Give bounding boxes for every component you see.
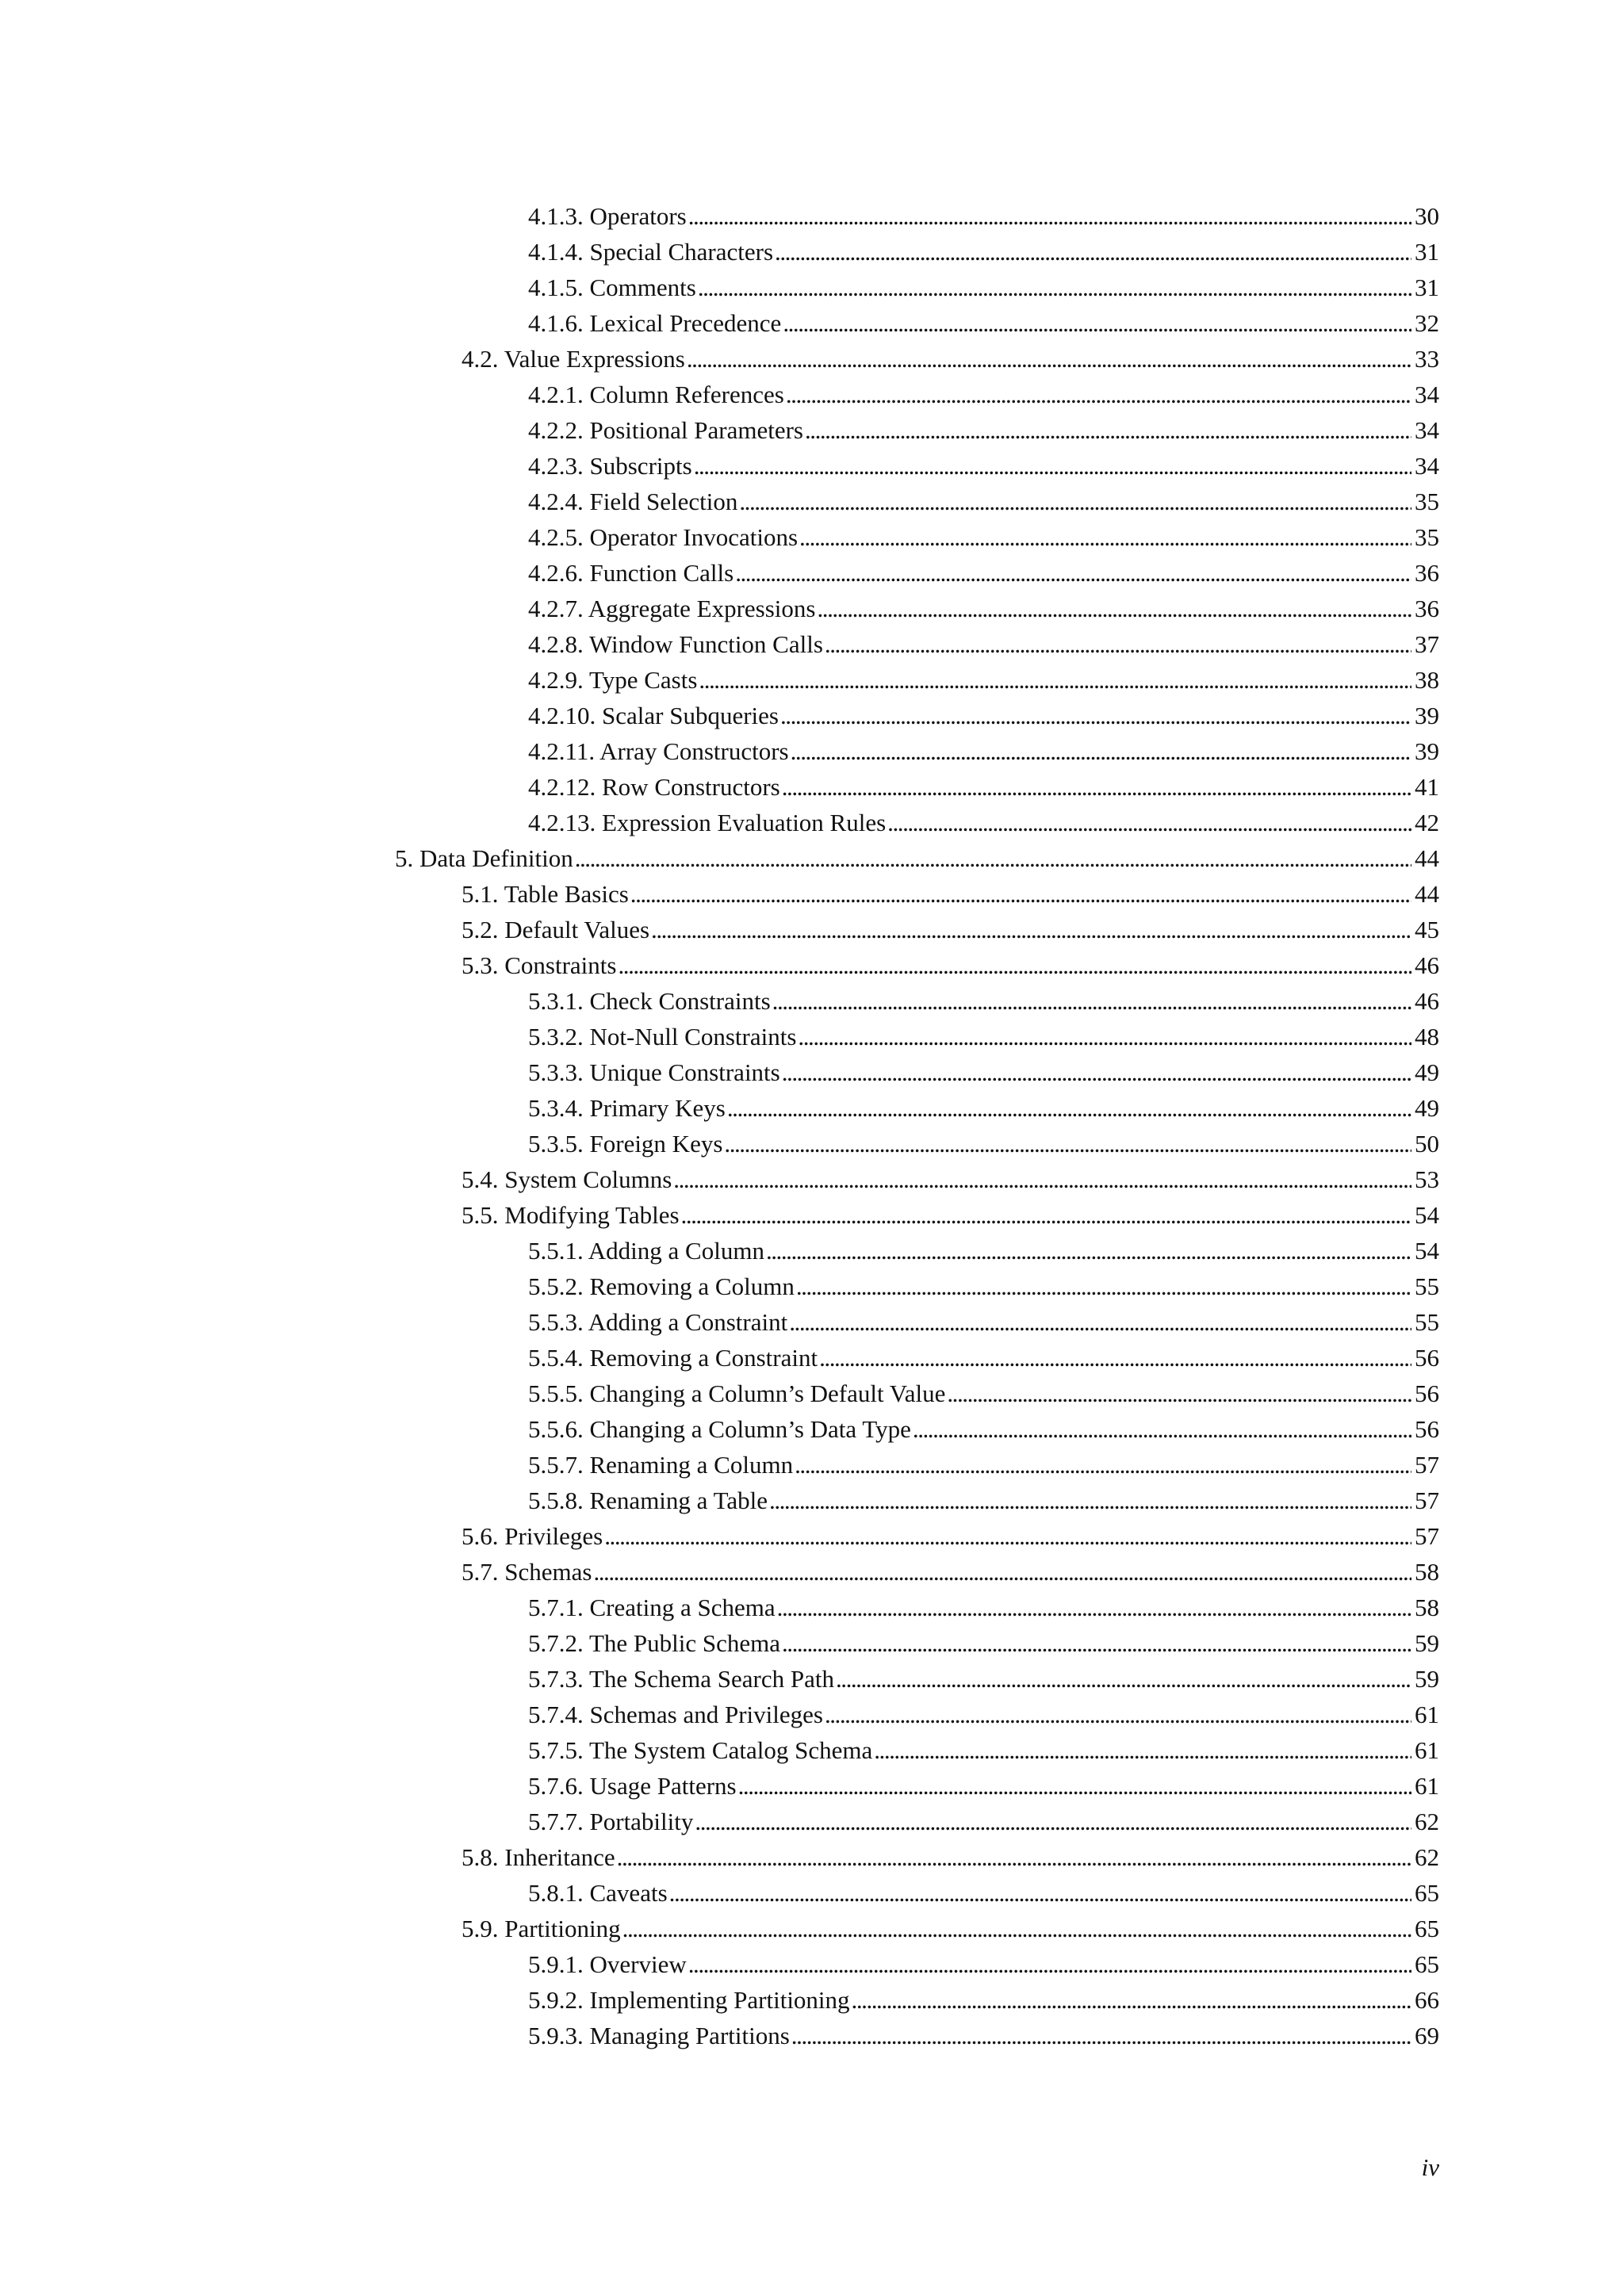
toc-entry-title[interactable]: 4.2.11. Array Constructors xyxy=(528,737,789,765)
toc-entry[interactable] xyxy=(0,195,1624,231)
toc-entry[interactable] xyxy=(0,1265,1624,1301)
toc-entry-title[interactable]: 5.3.2. Not-Null Constraints xyxy=(528,1023,797,1050)
toc-entry-title[interactable]: 4.2. Value Expressions xyxy=(462,345,685,373)
toc-entry-title[interactable]: 5.5.4. Removing a Constraint xyxy=(528,1344,818,1372)
toc-entry-title[interactable]: 5.1. Table Basics xyxy=(462,880,629,908)
toc-dot-leader xyxy=(618,951,1411,980)
toc-dot-leader xyxy=(681,1201,1411,1230)
toc-entry-title[interactable]: 5.7.2. The Public Schema xyxy=(528,1629,780,1657)
toc-entry[interactable] xyxy=(0,1908,1624,1943)
toc-entry[interactable] xyxy=(0,1408,1624,1444)
toc-entry[interactable] xyxy=(0,2015,1624,2050)
toc-entry-page[interactable]: 34 xyxy=(1411,416,1439,445)
toc-dot-leader xyxy=(738,1772,1411,1800)
toc-entry[interactable] xyxy=(0,837,1624,873)
toc-entry[interactable] xyxy=(0,1123,1624,1158)
toc-entry[interactable] xyxy=(0,1051,1624,1087)
toc-entry-title[interactable]: 5.9.2. Implementing Partitioning xyxy=(528,1986,850,2014)
toc-dot-leader xyxy=(852,1986,1411,2015)
toc-entry[interactable] xyxy=(0,1943,1624,1979)
toc-entry[interactable] xyxy=(0,1872,1624,1908)
toc-entry[interactable] xyxy=(0,766,1624,802)
toc-entry-title[interactable]: 4.2.7. Aggregate Expressions xyxy=(528,595,816,622)
toc-entry-page[interactable]: 55 xyxy=(1411,1308,1439,1337)
toc-dot-leader xyxy=(947,1380,1411,1408)
toc-dot-leader xyxy=(782,1629,1411,1658)
toc-dot-leader xyxy=(735,559,1411,587)
toc-entry-page[interactable]: 35 xyxy=(1411,523,1439,552)
toc-entry-page[interactable]: 45 xyxy=(1411,916,1439,944)
toc-entry-page[interactable]: 30 xyxy=(1411,202,1439,231)
toc-dot-leader xyxy=(687,345,1411,373)
toc-entry[interactable] xyxy=(0,944,1624,980)
table-of-contents xyxy=(0,195,1624,2050)
toc-entry-title[interactable]: 5.7.4. Schemas and Privileges xyxy=(528,1701,823,1728)
toc-dot-leader xyxy=(777,1594,1411,1622)
toc-entry-page[interactable]: 36 xyxy=(1411,559,1439,587)
toc-entry-page[interactable]: 49 xyxy=(1411,1094,1439,1123)
toc-entry[interactable] xyxy=(0,1194,1624,1230)
toc-entry-title[interactable]: 5.5.6. Changing a Column’s Data Type xyxy=(528,1415,911,1443)
toc-entry-title[interactable]: 4.2.3. Subscripts xyxy=(528,452,692,480)
toc-dot-leader xyxy=(795,1451,1411,1479)
toc-entry[interactable] xyxy=(0,1479,1624,1515)
toc-dot-leader xyxy=(651,916,1411,944)
toc-entry[interactable] xyxy=(0,1586,1624,1622)
toc-entry-page[interactable]: 57 xyxy=(1411,1451,1439,1479)
toc-dot-leader xyxy=(780,702,1411,730)
toc-entry-page[interactable]: 49 xyxy=(1411,1058,1439,1087)
toc-entry-page[interactable]: 44 xyxy=(1411,880,1439,909)
toc-entry-page[interactable]: 55 xyxy=(1411,1272,1439,1301)
toc-entry-title[interactable]: 5.3.1. Check Constraints xyxy=(528,987,771,1015)
toc-dot-leader xyxy=(622,1915,1411,1943)
toc-entry[interactable] xyxy=(0,1230,1624,1265)
toc-entry-title[interactable]: 5.3.4. Primary Keys xyxy=(528,1094,726,1122)
toc-entry-page[interactable]: 56 xyxy=(1411,1415,1439,1444)
toc-entry-title[interactable]: 5.5.3. Adding a Constraint xyxy=(528,1308,788,1336)
toc-entry-page[interactable]: 59 xyxy=(1411,1665,1439,1693)
toc-entry-title[interactable]: 4.1.6. Lexical Precedence xyxy=(528,309,782,337)
toc-entry[interactable] xyxy=(0,873,1624,909)
toc-entry[interactable] xyxy=(0,516,1624,552)
toc-entry-title[interactable]: 4.1.5. Comments xyxy=(528,274,696,301)
toc-entry-title[interactable]: 5.3.5. Foreign Keys xyxy=(528,1130,723,1158)
toc-entry-title[interactable]: 5. Data Definition xyxy=(395,844,573,872)
toc-entry-page[interactable]: 34 xyxy=(1411,381,1439,409)
toc-dot-leader xyxy=(817,595,1411,623)
toc-entry[interactable] xyxy=(0,1765,1624,1800)
toc-entry-page[interactable]: 61 xyxy=(1411,1701,1439,1729)
toc-entry-page[interactable]: 61 xyxy=(1411,1736,1439,1765)
toc-dot-leader xyxy=(789,1308,1411,1337)
toc-entry-title[interactable]: 5.4. System Columns xyxy=(462,1165,672,1193)
toc-entry[interactable] xyxy=(0,1658,1624,1693)
toc-entry-title[interactable]: 5.2. Default Values xyxy=(462,916,650,943)
toc-entry-title[interactable]: 5.7.5. The System Catalog Schema xyxy=(528,1736,873,1764)
toc-entry-page[interactable]: 54 xyxy=(1411,1237,1439,1265)
toc-entry[interactable] xyxy=(0,1372,1624,1408)
toc-dot-leader xyxy=(575,844,1411,873)
toc-entry-page[interactable]: 36 xyxy=(1411,595,1439,623)
toc-entry[interactable] xyxy=(0,266,1624,302)
toc-entry-title[interactable]: 4.2.12. Row Constructors xyxy=(528,773,780,801)
toc-entry-page[interactable]: 35 xyxy=(1411,488,1439,516)
toc-entry[interactable] xyxy=(0,802,1624,837)
toc-dot-leader xyxy=(836,1665,1411,1693)
toc-entry-title[interactable]: 5.5.5. Changing a Column’s Default Value xyxy=(528,1380,946,1407)
toc-entry-title[interactable]: 5.8.1. Caveats xyxy=(528,1879,668,1907)
toc-entry-page[interactable]: 53 xyxy=(1411,1165,1439,1194)
toc-entry[interactable] xyxy=(0,1836,1624,1872)
toc-entry[interactable] xyxy=(0,1622,1624,1658)
toc-entry-page[interactable]: 59 xyxy=(1411,1629,1439,1658)
toc-entry[interactable] xyxy=(0,909,1624,944)
toc-entry-page[interactable]: 56 xyxy=(1411,1344,1439,1372)
toc-entry-title[interactable]: 4.2.1. Column References xyxy=(528,381,784,408)
toc-dot-leader xyxy=(698,274,1411,302)
toc-entry-title[interactable]: 4.2.6. Function Calls xyxy=(528,559,734,587)
toc-dot-leader xyxy=(874,1736,1411,1765)
toc-dot-leader xyxy=(786,381,1411,409)
toc-dot-leader xyxy=(798,1023,1411,1051)
toc-entry-title[interactable]: 4.1.4. Special Characters xyxy=(528,238,774,266)
toc-dot-leader xyxy=(825,1701,1411,1729)
toc-entry-page[interactable]: 32 xyxy=(1411,309,1439,338)
toc-entry[interactable] xyxy=(0,338,1624,373)
toc-entry-title[interactable]: 5.7.3. The Schema Search Path xyxy=(528,1665,834,1693)
toc-entry-page[interactable]: 39 xyxy=(1411,737,1439,766)
toc-entry-page[interactable]: 31 xyxy=(1411,274,1439,302)
toc-dot-leader xyxy=(688,1950,1411,1979)
toc-entry[interactable] xyxy=(0,1158,1624,1194)
toc-dot-leader xyxy=(688,202,1411,231)
toc-dot-leader xyxy=(694,452,1411,480)
toc-entry-title[interactable]: 4.2.2. Positional Parameters xyxy=(528,416,803,444)
toc-entry[interactable] xyxy=(0,587,1624,623)
toc-entry[interactable] xyxy=(0,1301,1624,1337)
toc-dot-leader xyxy=(791,2022,1411,2050)
toc-dot-leader xyxy=(724,1130,1411,1158)
toc-entry-title[interactable]: 5.8. Inheritance xyxy=(462,1843,615,1871)
toc-entry-title[interactable]: 4.2.13. Expression Evaluation Rules xyxy=(528,809,887,836)
toc-dot-leader xyxy=(766,1237,1411,1265)
toc-entry[interactable] xyxy=(0,730,1624,766)
toc-entry-title[interactable]: 5.5. Modifying Tables xyxy=(462,1201,680,1229)
page-number: iv xyxy=(1421,2153,1439,2181)
toc-dot-leader xyxy=(772,987,1411,1016)
toc-dot-leader xyxy=(727,1094,1411,1123)
toc-dot-leader xyxy=(887,809,1411,837)
toc-entry-page[interactable]: 58 xyxy=(1411,1594,1439,1622)
toc-entry-page[interactable]: 46 xyxy=(1411,987,1439,1016)
toc-dot-leader xyxy=(913,1415,1411,1444)
toc-entry-page[interactable]: 41 xyxy=(1411,773,1439,802)
toc-dot-leader xyxy=(630,880,1411,909)
toc-entry[interactable] xyxy=(0,1337,1624,1372)
toc-dot-leader xyxy=(825,630,1411,659)
toc-entry-title[interactable]: 4.2.5. Operator Invocations xyxy=(528,523,799,551)
toc-dot-leader xyxy=(805,416,1411,445)
toc-entry-title[interactable]: 5.6. Privileges xyxy=(462,1522,603,1550)
toc-dot-leader xyxy=(669,1879,1411,1908)
toc-entry-page[interactable]: 39 xyxy=(1411,702,1439,730)
toc-dot-leader xyxy=(604,1522,1411,1551)
toc-entry-title[interactable]: 5.5.1. Adding a Column xyxy=(528,1237,764,1265)
toc-entry[interactable] xyxy=(0,373,1624,409)
toc-entry-title[interactable]: 5.7.7. Portability xyxy=(528,1808,694,1835)
toc-entry[interactable] xyxy=(0,231,1624,266)
toc-entry-title[interactable]: 5.5.8. Renaming a Table xyxy=(528,1487,768,1514)
toc-entry-title[interactable]: 4.2.9. Type Casts xyxy=(528,666,698,694)
toc-entry-page[interactable]: 56 xyxy=(1411,1380,1439,1408)
toc-entry-title[interactable]: 5.9. Partitioning xyxy=(462,1915,621,1942)
toc-dot-leader xyxy=(695,1808,1411,1836)
toc-entry[interactable] xyxy=(0,480,1624,516)
toc-entry[interactable] xyxy=(0,302,1624,338)
toc-entry-title[interactable]: 5.7.6. Usage Patterns xyxy=(528,1772,737,1800)
toc-entry-page[interactable]: 62 xyxy=(1411,1808,1439,1836)
toc-entry-page[interactable]: 54 xyxy=(1411,1201,1439,1230)
toc-entry-page[interactable]: 65 xyxy=(1411,1950,1439,1979)
toc-entry-page[interactable]: 65 xyxy=(1411,1879,1439,1908)
toc-dot-leader xyxy=(593,1558,1411,1586)
toc-entry-page[interactable]: 57 xyxy=(1411,1522,1439,1551)
toc-dot-leader xyxy=(783,309,1411,338)
toc-dot-leader xyxy=(796,1272,1411,1301)
toc-entry-page[interactable]: 42 xyxy=(1411,809,1439,837)
toc-dot-leader xyxy=(769,1487,1411,1515)
toc-entry-title[interactable]: 5.7.1. Creating a Schema xyxy=(528,1594,776,1621)
toc-entry-page[interactable]: 62 xyxy=(1411,1843,1439,1872)
toc-entry[interactable] xyxy=(0,695,1624,730)
toc-entry-title[interactable]: 5.3.3. Unique Constraints xyxy=(528,1058,780,1086)
toc-entry-title[interactable]: 5.5.7. Renaming a Column xyxy=(528,1451,794,1479)
toc-entry[interactable] xyxy=(0,1800,1624,1836)
toc-entry-page[interactable]: 61 xyxy=(1411,1772,1439,1800)
toc-entry[interactable] xyxy=(0,623,1624,659)
toc-entry[interactable] xyxy=(0,1016,1624,1051)
toc-dot-leader xyxy=(799,523,1411,552)
toc-dot-leader xyxy=(782,773,1411,802)
toc-dot-leader xyxy=(791,737,1411,766)
toc-entry-page[interactable]: 38 xyxy=(1411,666,1439,695)
toc-entry-page[interactable]: 37 xyxy=(1411,630,1439,659)
toc-entry[interactable] xyxy=(0,1979,1624,2015)
toc-entry[interactable] xyxy=(0,445,1624,480)
toc-entry-title[interactable]: 5.9.3. Managing Partitions xyxy=(528,2022,790,2049)
toc-entry-page[interactable]: 48 xyxy=(1411,1023,1439,1051)
toc-entry[interactable] xyxy=(0,1693,1624,1729)
toc-entry[interactable] xyxy=(0,1515,1624,1551)
toc-entry-page[interactable]: 58 xyxy=(1411,1558,1439,1586)
toc-entry-title[interactable]: 5.7. Schemas xyxy=(462,1558,592,1586)
toc-entry[interactable] xyxy=(0,409,1624,445)
toc-entry-page[interactable]: 69 xyxy=(1411,2022,1439,2050)
toc-entry-page[interactable]: 44 xyxy=(1411,844,1439,873)
toc-entry-page[interactable]: 50 xyxy=(1411,1130,1439,1158)
toc-entry-title[interactable]: 4.2.8. Window Function Calls xyxy=(528,630,823,658)
toc-entry-title[interactable]: 4.2.4. Field Selection xyxy=(528,488,738,515)
toc-dot-leader xyxy=(699,666,1411,695)
toc-entry-title[interactable]: 5.9.1. Overview xyxy=(528,1950,687,1978)
toc-entry-page[interactable]: 31 xyxy=(1411,238,1439,266)
toc-dot-leader xyxy=(673,1165,1411,1194)
toc-dot-leader xyxy=(617,1843,1411,1872)
toc-entry-title[interactable]: 5.3. Constraints xyxy=(462,951,617,979)
toc-entry[interactable] xyxy=(0,980,1624,1016)
toc-entry-page[interactable]: 57 xyxy=(1411,1487,1439,1515)
toc-dot-leader xyxy=(782,1058,1411,1087)
toc-entry[interactable] xyxy=(0,659,1624,695)
toc-entry[interactable] xyxy=(0,1729,1624,1765)
toc-entry[interactable] xyxy=(0,1087,1624,1123)
toc-entry[interactable] xyxy=(0,1551,1624,1586)
toc-entry[interactable] xyxy=(0,1444,1624,1479)
toc-entry[interactable] xyxy=(0,552,1624,587)
toc-dot-leader xyxy=(775,238,1411,266)
toc-entry-title[interactable]: 4.1.3. Operators xyxy=(528,202,687,230)
toc-entry-title[interactable]: 4.2.10. Scalar Subqueries xyxy=(528,702,779,729)
toc-entry-page[interactable]: 46 xyxy=(1411,951,1439,980)
toc-entry-page[interactable]: 33 xyxy=(1411,345,1439,373)
toc-entry-title[interactable]: 5.5.2. Removing a Column xyxy=(528,1272,795,1300)
toc-dot-leader xyxy=(819,1344,1411,1372)
toc-entry-page[interactable]: 34 xyxy=(1411,452,1439,480)
toc-entry-page[interactable]: 65 xyxy=(1411,1915,1439,1943)
toc-dot-leader xyxy=(739,488,1411,516)
toc-entry-page[interactable]: 66 xyxy=(1411,1986,1439,2015)
